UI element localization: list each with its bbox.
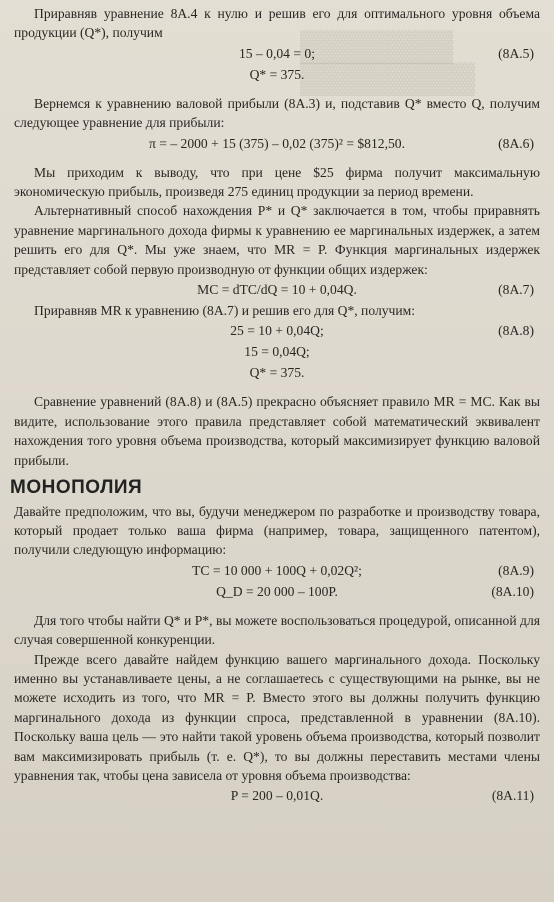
equation-8a8-line1: 25 = 10 + 0,04Q; (8А.8): [14, 321, 540, 341]
paragraph-8: Для того чтобы найти Q* и P*, вы можете воспользоваться процедурой, описанной для случая совершенной конкуренции.: [14, 612, 540, 648]
equation-number: (8А.8): [498, 323, 534, 339]
paragraph-7: Давайте предположим, что вы, будучи менеджером по разработке и производству товара, который продает только ваша фирма (например, товара, защищенного патентом), получили следующую информацию:: [14, 503, 540, 558]
paragraph-9: Прежде всего давайте найдем функцию вашего маргинального дохода. Поскольку именно вы устанавливаете цены, а не соглашаетесь с существующими на рынке, вы не можете исходить из того, что MR = P. Вместо этого вы должны получить функцию маргинального дохода из функции спроса, представленной в уравнении (8А.10). Поскольку ваша цель — это найти такой уровень объема производства, который позволит вам максимизировать прибыль (т. е. Q*), то вы должны переставить местами члены уравнения так, чтобы цена зависела от уровня объема производства:: [14, 651, 540, 783]
equation-8a5-line2: Q* = 375.: [249, 66, 305, 82]
paragraph-5: Приравняв MR к уравнению (8А.7) и решив его для Q*, получим:: [34, 303, 416, 319]
section-heading: МОНОПОЛИЯ: [10, 477, 143, 499]
equation-8a10: Q_D = 20 000 – 100P. (8А.10): [14, 582, 540, 602]
equation-number: (8А.6): [498, 135, 534, 151]
equation-number: (8А.7): [498, 282, 534, 298]
bleed-through-texture: ▓▓▓▓▓▓▓ ▓▓▓▓▓▓▓▓: [300, 29, 475, 94]
paragraph-3: Мы приходим к выводу, что при цене $25 фирма получит максимальную экономическую прибыль, произведя 275 единиц продукции за период времени.: [14, 164, 540, 200]
equation-8a11: P = 200 – 0,01Q. (8А.11): [14, 786, 540, 806]
paragraph-1: Приравняв уравнение 8А.4 к нулю и решив его для оптимального уровня объема продукции (Q*), получим: [14, 6, 540, 41]
equation-8a9: TC = 10 000 + 100Q + 0,02Q²; (8А.9): [14, 561, 540, 581]
paragraph-4: Альтернативный способ нахождения P* и Q* заключается в том, чтобы приравнять уравнение маргинального дохода фирмы к уравнению ее маргинальных издержек, а затем решить его для Q*. Мы уже знаем, что MR = P. Функция маргинальных издержек представляет собой первую производную от функции общих издержек:: [14, 203, 540, 277]
equation-number: (8А.5): [498, 45, 534, 61]
equation-8a7: MC = dTC/dQ = 10 + 0,04Q. (8А.7): [14, 280, 540, 300]
equation-8a5-line1: 15 – 0,04 = 0; (8А.5): [14, 44, 540, 64]
equation-8a8-line3: Q* = 375.: [249, 365, 305, 381]
equation-number: (8А.11): [491, 788, 534, 804]
equation-8a8-line2: 15 = 0,04Q;: [244, 344, 310, 360]
equation-number: (8А.10): [491, 583, 534, 599]
equation-8a6: π = – 2000 + 15 (375) – 0,02 (375)² = $812,50. (8А.6): [14, 134, 540, 154]
equation-number: (8А.9): [498, 562, 534, 578]
paragraph-2: Вернемся к уравнению валовой прибыли (8А.3) и, подставив Q* вместо Q, получим следующее уравнение для прибыли:: [14, 95, 540, 131]
paragraph-6: Сравнение уравнений (8А.8) и (8А.5) прекрасно объясняет правило MR = MC. Как вы видите, использование этого правила представляет собой математический эквивалент нахождения того уровня объема производства, который максимизирует функцию валовой прибыли.: [14, 394, 540, 468]
